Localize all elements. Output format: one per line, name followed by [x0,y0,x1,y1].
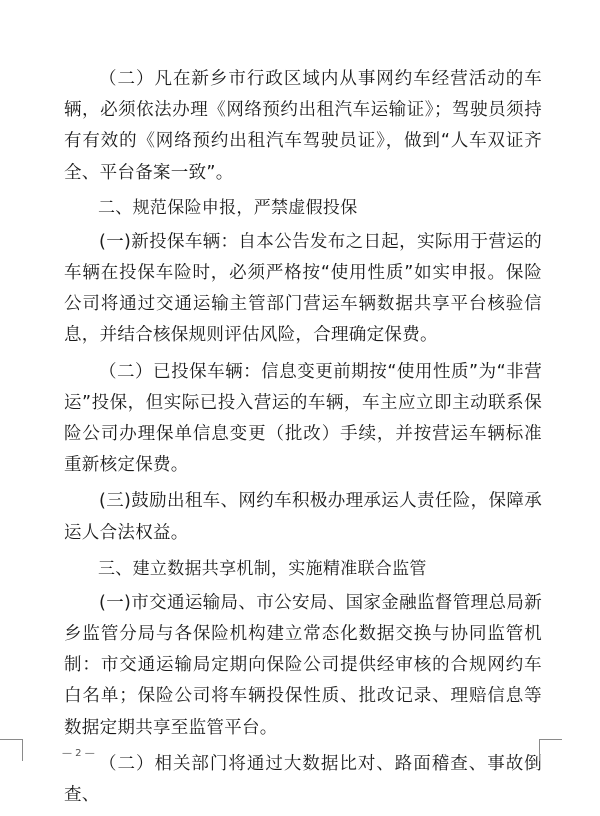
paragraph-existing-insured-vehicles: （二）已投保车辆：信息变更前期按“使用性质”为“非营运”投保，但实际已投入营运的车辆，车主应立即主动联系保险公司办理保单信息变更（批改）手续，并按营运车辆标准重新核定保费。 [64,361,542,476]
paragraph-big-data-comparison: （二）相关部门将通过大数据比对、路面稽查、事故倒查、 [64,753,542,806]
paragraph-carrier-liability: (三)鼓励出租车、网约车积极办理承运人责任险，保障承运人合法权益。 [64,491,542,543]
section-heading-data-sharing: 三、建立数据共享机制，实施精准联合监管 [98,558,427,579]
corner-mark-left [0,739,23,761]
paragraph-new-insured-vehicles: (一)新投保车辆：自本公告发布之日起，实际用于营运的车辆在投保车险时，必须严格按“使用性质”如实申报。保险公司将通过交通运输主管部门营运车辆数据共享平台核验信息，并结合核保规则评估风险，合理确定保费。 [64,231,542,346]
section-heading-insurance: 二、规范保险申报，严禁虚假投保 [98,197,358,218]
document-body [64,64,542,816]
page-number: — 2 — [62,748,95,759]
corner-mark-right [539,739,562,761]
paragraph-license-requirement: （二）凡在新乡市行政区域内从事网约车经营活动的车辆，必须依法办理《网络预约出租汽车运输证》；驾驶员须持有有效的《网络预约出租汽车驾驶员证》，做到“人车双证齐全、平台备案一致”。 [64,69,542,183]
paragraph-data-exchange: (一)市交通运输局、市公安局、国家金融监督管理总局新乡监管分局与各保险机构建立常态化数据交换与协同监管机制：市交通运输局定期向保险公司提供经审核的合规网约车白名单；保险公司将车辆投保性质、批改记录、理赔信息等数据定期共享至监管平台。 [64,592,542,738]
